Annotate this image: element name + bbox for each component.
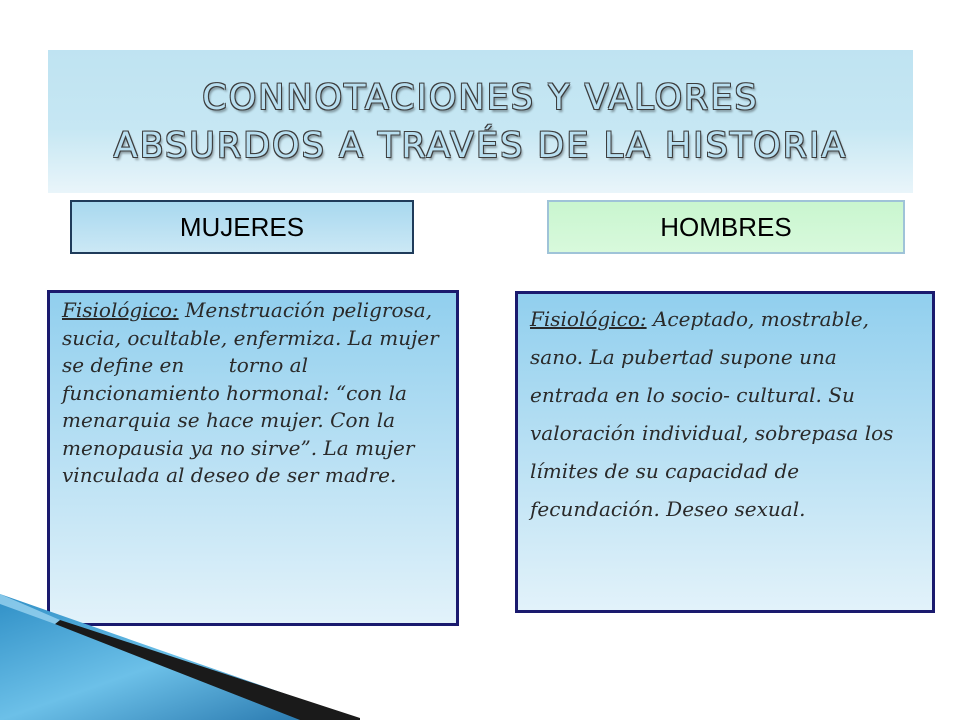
slide-title-line-1: CONNOTACIONES Y VALORES: [202, 77, 759, 118]
mujeres-panel: [47, 290, 459, 626]
slide-title-line-2: ABSURDOS A TRAVÉS DE LA HISTORIA: [113, 125, 848, 166]
decorative-corner-swoosh: [0, 590, 360, 720]
hombres-panel-text: Aceptado, mostrable, sano. La pubertad supone una entrada en lo socio- cultural. Su valoración individual, sobrepasa los límites de su capacidad de fecundación. Deseo sexual.: [530, 307, 894, 521]
slide-title: [94, 74, 868, 170]
hombres-panel-term: Fisiológico:: [530, 307, 647, 331]
hombres-panel: [515, 291, 935, 613]
mujeres-tag: MUJERES: [70, 200, 414, 254]
hombres-tag: HOMBRES: [547, 200, 905, 254]
mujeres-panel-term: Fisiológico:: [62, 298, 179, 322]
mujeres-panel-text: Menstruación peligrosa, sucia, ocultable, enfermiza. La mujer se define en torno al funcionamiento hormonal: “con la menarquia se hace mujer. Con la menopausia ya no sirve”. La mujer vinculada al deseo de ser madre.: [62, 298, 446, 487]
title-banner: [48, 50, 913, 193]
